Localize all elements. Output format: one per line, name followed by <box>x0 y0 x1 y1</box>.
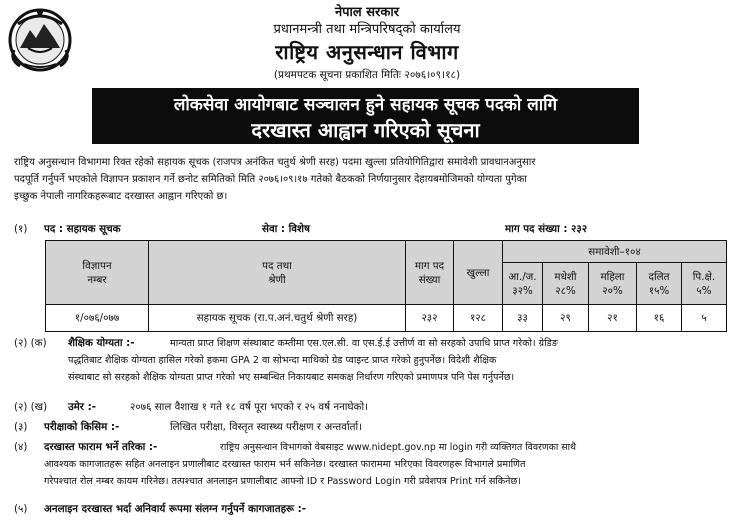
section-4-line-1: राष्ट्रिय अनुसन्धान विभागको वेबसाइट www.nidept.gov.np मा login गरी व्यक्तिगत विवरणका साथै <box>220 442 577 453</box>
section-2a-line-2: पद्धतिबाट शैक्षिक योग्यता हासिल गरेको हकमा GPA 2 वा सोभन्दा माथिको ग्रेड प्वाइन्ट प्राप्त गरेको हुनुपर्नेछ। विदेशी शैक्षिक <box>68 355 497 366</box>
row-janajati: ३३ <box>503 305 543 331</box>
section-3-prefix: (३) <box>14 421 28 433</box>
vacancy-table <box>45 240 727 332</box>
section-4-line-3: गरेपश्चात रोल नम्बर कायम गरिनेछ। तत्पश्चात अनलाइन प्रणालीबाट आफ्नो ID र Password Login गरी प्रवेशपत्र Print गर्न सकिनेछ। <box>44 476 521 487</box>
section-2b-text: २०७६ साल वैशाख १ गते १८ वर्ष पूरा भएको र २५ वर्ष ननाघेको। <box>130 401 369 413</box>
group-madhesi-pct: २८% <box>555 284 576 297</box>
row-post-class: सहायक सूचक (रा.प.अनं.चतुर्थ श्रेणी सरह) <box>149 305 406 331</box>
banner-line-2: दरखास्त आह्वान गरिएको सूचना <box>251 118 480 142</box>
group-dalit-name: दलित <box>648 270 670 283</box>
section-5-label: अनलाइन दरखास्त भर्दा अनिवार्य रूपमा संलग्न गर्नुपर्ने कागजातहरू :- <box>44 503 307 515</box>
group-women-pct: २०% <box>602 284 623 297</box>
position-demand: माग पद संख्या : २३२ <box>505 223 588 235</box>
group-backward-name: पि.क्षे. <box>692 270 716 283</box>
section-3-label: परीक्षाको किसिम :- <box>44 421 120 433</box>
header-group-backward <box>682 263 726 305</box>
header-post-class-line-1: पद तथा <box>262 259 292 272</box>
section-2a-prefix: (२) (क) <box>14 337 47 349</box>
section-2a-line-3: संस्थाबाट सो सरहको शैक्षिक योग्यता प्राप्त गरेको भए सम्बन्धित निकायबाट समकक्ष निर्धारण गरिएको प्रमाणपत्र पनि पेस गर्नुपर्नेछ। <box>68 372 515 383</box>
office-title: प्रधानमन्त्री तथा मन्त्रिपरिषद्को कार्यालय <box>273 22 461 37</box>
publication-date: (प्रथमपटक सूचना प्रकाशित मितिः २०७६।०९।१८) <box>273 69 461 81</box>
row-madhesi: २९ <box>543 305 589 331</box>
section-2a-line-1: मान्यता प्राप्त शिक्षण संस्थाबाट कम्तीमा एस.एल.सी. वा एस.ई.ई उत्तीर्ण वा सो सरहको उपाधि प्राप्त गरेको। ग्रेडिङ <box>170 338 558 349</box>
row-ad-number: १/०७६/०७७ <box>46 305 149 331</box>
section-4-line-2: आवश्यक कागजातहरू सहित अनलाइन प्रणालीबाट दरखास्त फाराम भर्न सकिनेछ। दरखास्त फाराममा भरिएका विवरणहरू विभागले प्रमाणित <box>44 459 526 470</box>
intro-line-2: पदपूर्ति गर्नुपर्ने भएकोले विज्ञापन प्रकाशन गर्ने छनोट समितिको मिति २०७६।०९।१७ गतेको बैठकको निर्णयानुसार देहायबमोजिमको योग्यता पुगेका <box>14 174 527 185</box>
header-group-janajati <box>503 263 543 305</box>
intro-line-3: इच्छुक नेपाली नागरिकहरूबाट दरखास्त आह्वान गरिएको छ। <box>14 191 228 202</box>
position-number: (१) <box>14 223 28 235</box>
section-3-text: लिखित परीक्षा, विस्तृत स्वास्थ्य परीक्षण र अन्तर्वार्ता। <box>170 421 363 433</box>
government-title: नेपाल सरकार <box>334 5 400 20</box>
row-backward: ५ <box>701 312 707 324</box>
group-janajati-pct: ३२% <box>512 284 533 297</box>
section-2b-prefix: (२) (ख) <box>14 401 48 413</box>
position-service: सेवा : विशेष <box>262 223 310 235</box>
department-title: राष्ट्रिय अनुसन्धान विभाग <box>275 40 459 64</box>
group-backward-pct: ५% <box>696 284 712 297</box>
row-dalit: १६ <box>637 305 682 331</box>
header-demand-count <box>406 241 454 305</box>
intro-line-1: राष्ट्रिय अनुसन्धान विभागमा रिक्त रहेको सहायक सूचक (राजपत्र अनंकित चतुर्थ श्रेणी सरह) पदमा खुल्ला प्रतियोगितिद्वारा समावेशी प्रावधानअनुसार <box>14 157 536 168</box>
header-ad-number-line-1: विज्ञापन <box>82 259 112 272</box>
section-4-label: दरखास्त फाराम भर्ने तरिका :- <box>44 441 158 453</box>
position-post: पद : सहायक सूचक <box>44 223 121 235</box>
header-post-class-line-2: श्रेणी <box>268 273 286 286</box>
section-2a-label: शैक्षिक योग्यता :- <box>68 337 135 349</box>
row-women: २१ <box>589 305 637 331</box>
header-demand-line-2: संख्या <box>418 273 441 286</box>
group-madhesi-name: मधेशी <box>554 270 577 283</box>
header-group-women <box>589 263 637 305</box>
notice-banner <box>92 88 639 144</box>
row-open: १२८ <box>454 305 503 331</box>
header-ad-number-line-2: नम्बर <box>87 273 107 286</box>
banner-line-1: लोकसेवा आयोगबाट सञ्चालन हुने सहायक सूचक पदको लागि <box>173 95 558 115</box>
header-group-madhesi <box>543 263 589 305</box>
header-ad-number <box>46 241 149 305</box>
header-demand-line-1: माग पद <box>414 259 445 272</box>
header-post-class <box>149 241 406 305</box>
group-women-name: महिला <box>600 270 625 283</box>
row-demand-count: २३२ <box>406 305 454 331</box>
header-inclusive: समावेशी–१०४ <box>503 241 726 263</box>
section-2b-label: उमेर :- <box>68 401 96 413</box>
section-5-prefix: (५) <box>14 503 28 515</box>
section-4-prefix: (४) <box>14 441 28 453</box>
header-open: खुल्ला <box>454 241 503 305</box>
group-janajati-name: आ./ज. <box>508 270 537 283</box>
group-dalit-pct: १५% <box>648 284 670 297</box>
header-group-dalit <box>637 263 682 305</box>
